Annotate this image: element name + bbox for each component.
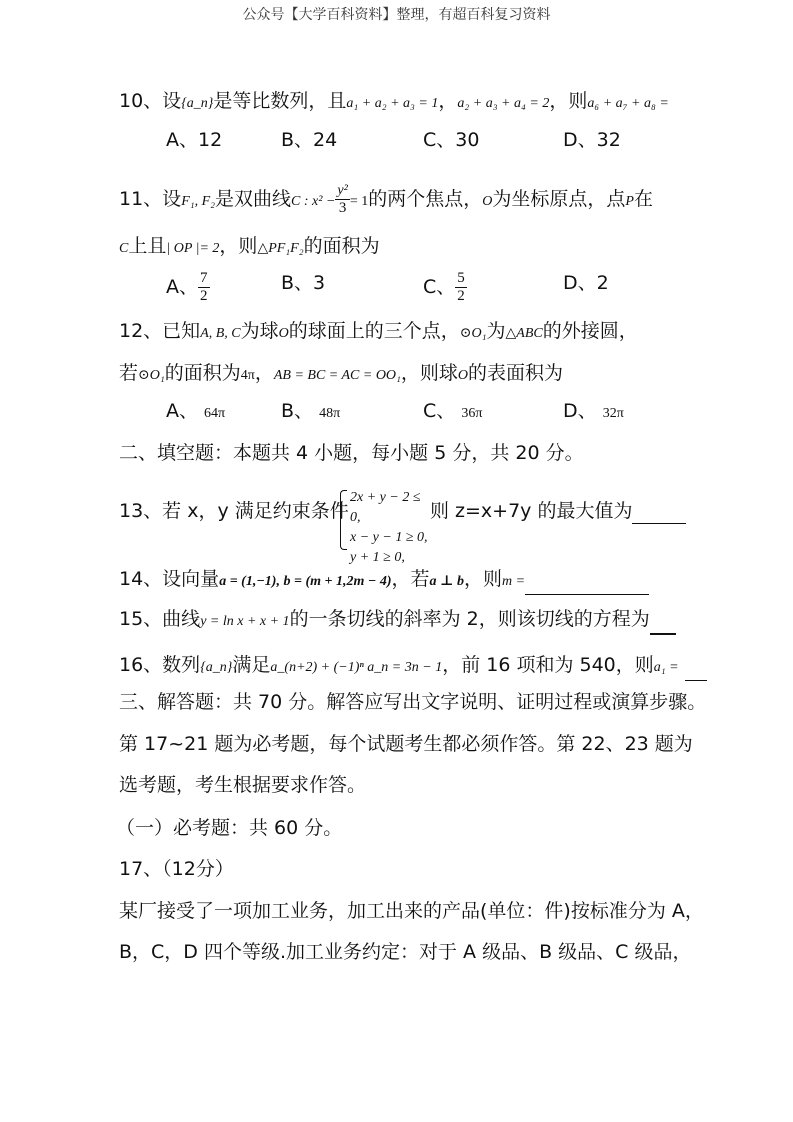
question-12-line-2: [119, 360, 563, 389]
q11-text-4: 在: [633, 188, 653, 210]
q12-line2-comma: ，: [254, 362, 274, 384]
q13-constraint-2: x − y − 1 ≥ 0,: [350, 530, 428, 545]
q16-sequence: {a_n}: [200, 660, 233, 675]
q12-sphere-2: O: [457, 368, 469, 383]
q12-line2-then: ，则球: [400, 362, 458, 384]
q14-answer-blank: [525, 574, 649, 595]
q16-condition: ，前 16 项和为 540，则: [442, 654, 654, 676]
question-11-line-2: [119, 233, 380, 262]
q12-option-c-label: C、: [423, 400, 456, 422]
q10-option-b: B、24: [281, 129, 338, 151]
q11-number: 11、设: [119, 188, 182, 210]
q15-text: 15、曲线: [119, 608, 201, 630]
q11-curve-eq: = 1: [349, 194, 369, 209]
question-13-prefix: 13、若 x，y 满足约束条件: [119, 500, 349, 522]
question-16: [119, 652, 707, 681]
q11-line2-text: 上且: [128, 235, 167, 257]
q15-function: y = ln x + x + 1: [200, 614, 290, 629]
q12-points: A, B, C: [200, 326, 241, 341]
q12-circle-2: ⊙O₁: [138, 368, 165, 383]
q11-option-b: B、3: [281, 272, 326, 294]
q10-condition-1: a₁ + a₂ + a₃ = 1: [346, 96, 439, 111]
q13-constraint-3: y + 1 ≥ 0,: [350, 550, 405, 565]
q11-option-c-num: 5: [457, 270, 465, 286]
question-13-suffix: [430, 498, 686, 524]
subsection-required: （一）必考题：共 60 分。: [116, 817, 343, 839]
q10-number: 10、设: [119, 90, 182, 112]
q14-vectors: a = (1,−1), b = (m + 1,2m − 4): [219, 574, 392, 589]
q12-number: 12、已知: [119, 320, 201, 342]
q13-brace: [340, 490, 347, 550]
q11-condition: | OP |= 2: [166, 241, 220, 256]
q16-satisfies: 满足: [232, 654, 271, 676]
q12-option-a-value: 64π: [204, 406, 226, 421]
question-12: [119, 318, 638, 347]
q16-text: 16、数列: [119, 654, 201, 676]
q10-option-a: A、12: [166, 129, 223, 151]
q10-option-d: D、32: [563, 129, 621, 151]
q12-area: 4π: [240, 368, 255, 383]
q11-origin: O: [482, 194, 493, 209]
q16-answer-blank: [685, 660, 707, 681]
question-15: [119, 606, 676, 635]
q11-option-c-label: C、: [423, 276, 456, 298]
page-header: 公众号【大学百科资料】整理，有超百科复习资料: [242, 7, 551, 23]
question-17-heading: 17、（12分）: [119, 858, 234, 880]
q10-option-c: C、30: [423, 129, 480, 151]
q11-option-a-label: A、: [166, 276, 198, 298]
q15-answer-blank: [650, 613, 676, 635]
q12-option-a-label: A、: [166, 400, 198, 422]
q12-line2-text: 的面积为: [164, 362, 241, 384]
q11-line2-area: 的面积为: [303, 235, 380, 257]
q11-curve: C : x² −: [291, 194, 336, 209]
question-17-line-1: 某厂接受了一项加工业务，加工出来的产品(单位：件)按标准分为 A，: [119, 900, 704, 922]
question-10: [119, 88, 669, 117]
question-11: [119, 182, 653, 217]
q12-option-c-value: 36π: [461, 406, 483, 421]
q12-sphere: O: [278, 326, 289, 341]
q12-option-c: [423, 398, 482, 427]
q11-option-a-fraction: [198, 270, 210, 305]
q11-option-c-den: 2: [457, 288, 465, 304]
q14-if: ，若: [391, 568, 430, 590]
section-3-line-3: 选考题，考生根据要求作答。: [119, 774, 367, 796]
q11-frac-num: y²: [337, 183, 348, 198]
q11-point: P: [625, 194, 634, 209]
q12-equation: AB = BC = AC = OO₁: [273, 368, 401, 383]
q13-constraint-system: [340, 488, 432, 565]
q10-comma: ，: [438, 90, 458, 112]
q10-then: ，则: [549, 90, 588, 112]
q11-option-c-fraction: [455, 270, 467, 305]
q14-perpendicular: a ⊥ b: [429, 574, 464, 589]
q12-option-d-value: 32π: [602, 406, 624, 421]
q12-text: 为球: [240, 320, 279, 342]
q12-option-b-label: B、: [281, 400, 314, 422]
q10-sequence: {a_n}: [181, 96, 214, 111]
q12-circle: ⊙O₁: [459, 326, 487, 341]
q12-line2-end: 的表面积为: [468, 362, 564, 384]
q12-option-a: [166, 398, 225, 427]
q12-option-d: [563, 398, 624, 427]
q11-triangle: △PF₁F₂: [257, 241, 304, 256]
question-14: [119, 566, 649, 595]
q16-relation: a_(n+2) + (−1)ⁿ a_n = 3n − 1: [270, 660, 443, 675]
q11-option-a: [166, 270, 210, 305]
q13-constraint-1: 2x + y − 2 ≤ 0,: [350, 490, 421, 525]
q11-foci: F₁, F₂: [181, 194, 216, 209]
q11-text-3: 为坐标原点，点: [492, 188, 626, 210]
q12-option-b-value: 48π: [319, 406, 341, 421]
section-3-line-2: 第 17~21 题为必考题，每个试题考生都必须作答。第 22、23 题为: [119, 733, 693, 755]
q11-frac-den: 3: [338, 200, 347, 216]
q13-answer-blank: [632, 503, 686, 524]
q12-option-d-label: D、: [563, 400, 597, 422]
q13-question: 则 z=x+7y 的最大值为: [430, 500, 633, 522]
section-2-heading: 二、填空题：本题共 4 小题，每小题 5 分，共 20 分。: [119, 442, 584, 464]
q11-text-2: 的两个焦点，: [368, 188, 483, 210]
q10-target: a₆ + a₇ + a₈ =: [587, 96, 669, 111]
q12-text-2: 的球面上的三个点，: [288, 320, 460, 342]
q11-line2-then: ，则: [219, 235, 258, 257]
q14-text: 14、设向量: [119, 568, 220, 590]
q14-then: ，则: [463, 568, 502, 590]
q12-option-b: [281, 398, 340, 427]
q11-option-d: D、2: [563, 272, 609, 294]
q13-constraints: [350, 488, 432, 568]
q12-text-3: 为: [486, 320, 506, 342]
q11-text: 是双曲线: [215, 188, 292, 210]
question-17-line-2: B，C，D 四个等级.加工业务约定：对于 A 级品、B 级品、C 级品，: [119, 941, 692, 963]
q11-fraction: [335, 182, 349, 217]
q11-option-a-num: 7: [200, 270, 208, 286]
q12-text-4: 的外接圆，: [542, 320, 638, 342]
q15-question: 的一条切线的斜率为 2，则该切线的方程为: [289, 608, 650, 630]
q12-triangle: △ABC: [505, 326, 543, 341]
q10-condition-2: a₂ + a₃ + a₄ = 2: [457, 96, 550, 111]
q12-line2-if: 若: [119, 362, 139, 384]
q10-text: 是等比数列，且: [213, 90, 347, 112]
q11-option-c: [423, 270, 467, 305]
q16-target: a₁ =: [653, 660, 679, 675]
q11-c: C: [119, 241, 129, 256]
q14-result: m =: [502, 574, 526, 589]
q11-option-a-den: 2: [200, 288, 208, 304]
section-3-line-1: 三、解答题：共 70 分。解答应写出文字说明、证明过程或演算步骤。: [119, 691, 707, 713]
